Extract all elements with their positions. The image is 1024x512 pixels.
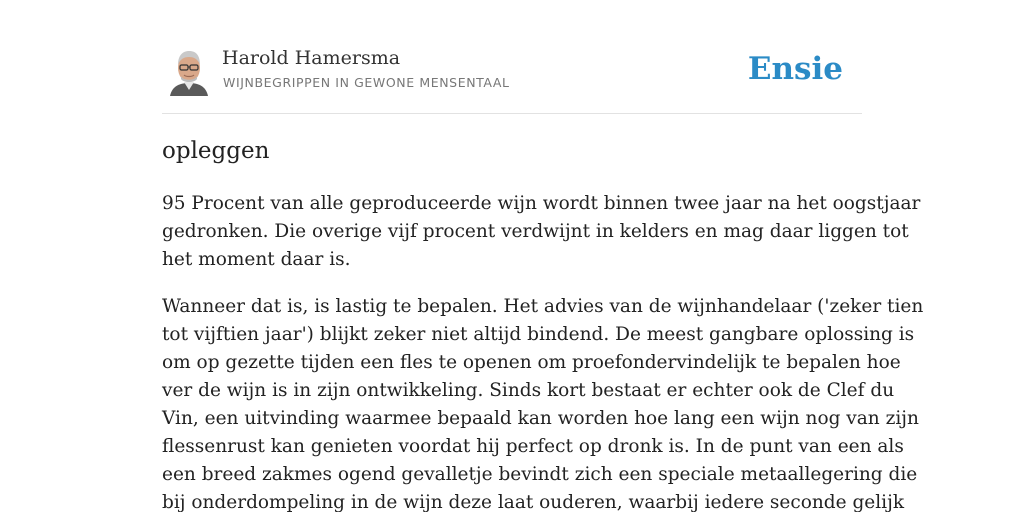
paragraph-2	[162, 293, 924, 512]
paragraph-line: flessenrust kan genieten voordat hij perfect op dronk is. In de punt van een als	[162, 436, 904, 457]
paragraph-line: bij onderdompeling in de wijn deze laat ouderen, waarbij iedere seconde gelijk	[162, 492, 905, 512]
header	[162, 0, 862, 114]
ensie-logo[interactable]: Ensie	[747, 51, 843, 87]
paragraph-line: gedronken. Die overige vijf procent verdwijnt in kelders en mag daar liggen tot	[162, 221, 909, 242]
author-avatar[interactable]	[168, 46, 210, 96]
paragraph-line: om op gezette tijden een fles te openen om proefondervindelijk te bepalen hoe	[162, 352, 901, 373]
paragraph-line: ver de wijn is in zijn ontwikkeling. Sinds kort bestaat er echter ook de Clef du	[162, 380, 895, 401]
article-title: opleggen	[162, 138, 270, 164]
author-name[interactable]: Harold Hamersma	[222, 47, 401, 69]
paragraph-line: Vin, een uitvinding waarmee bepaald kan worden hoe lang een wijn nog van zijn	[162, 408, 919, 429]
author-subtitle: WIJNBEGRIPPEN IN GEWONE MENSENTAAL	[223, 75, 510, 90]
paragraph-line: tot vijftien jaar') blijkt zeker niet altijd bindend. De meest gangbare oplossing is	[162, 324, 915, 345]
paragraph-line: Wanneer dat is, is lastig te bepalen. Het advies van de wijnhandelaar ('zeker tien	[162, 296, 924, 317]
paragraph-1	[162, 190, 921, 274]
paragraph-line: een breed zakmes ogend gevalletje bevindt zich een speciale metaallegering die	[162, 464, 918, 485]
paragraph-line: 95 Procent van alle geproduceerde wijn wordt binnen twee jaar na het oogstjaar	[162, 193, 921, 214]
paragraph-line: het moment daar is.	[162, 249, 351, 270]
page-container	[162, 0, 924, 512]
